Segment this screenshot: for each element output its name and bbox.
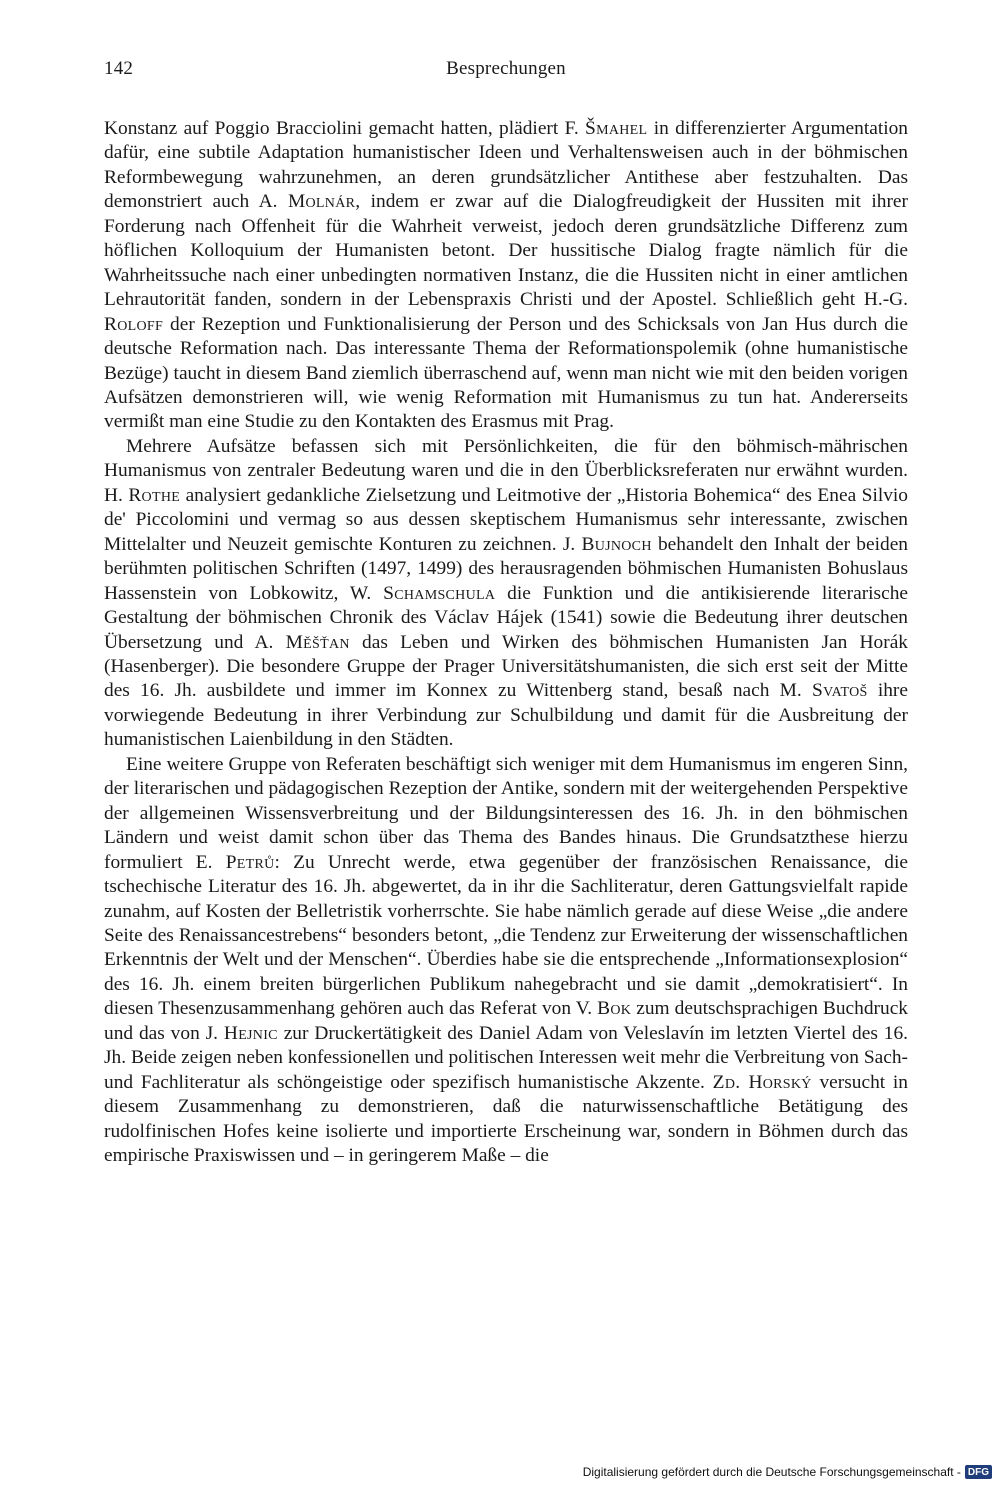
text-run: Mehrere Aufsätze befassen sich mit Persönlichkeiten, die für den böhmisch-mährischen Humanismus von zentraler Bedeutung waren und die in den Überblicksreferaten nur erwähnt wurden. H. [104,435,908,506]
author-name: Molnár [287,191,356,213]
text-run: behandelt den Inhalt der beiden berühmten politischen Schriften (1497, 1499) des herausragenden böhmischen Humanisten Bohuslaus Hassenstein von Lobkowitz, W. [104,533,908,604]
running-head: Besprechungen [446,58,566,79]
dfg-logo: DFG [965,1465,992,1479]
text-run: in differenzierter Argumentation dafür, eine subtile Adaptation humanistischer Ideen und Verhaltensweisen auch in der böhmischen Reformbewegung wahrzunehmen, an deren grundsätzlicher Antithese aber festzuhalten. Das demonstriert auch A. [104,118,908,213]
text-run: , indem er zwar auf die Dialogfreudigkeit der Hussiten mit ihrer Forderung nach Offenheit für die Wahrheit verweist, jedoch deren grundsätzliche Differenz zum höflichen Kolloquium der Humanisten betont. Der hussitische Dialog fragte nämlich für die Wahrheitssuche nach einer unbedingten normativen Instanz, die die Hussiten nicht in einer amtlichen Lehrautorität fanden, sondern in der Lebenspraxis Christi und der Apostel. Schließlich geht H.-G. [104,191,908,311]
text-run: : Zu Unrecht werde, etwa gegenüber der französischen Renaissance, die tschechische Literatur des 16. Jh. abgewertet, da in ihr die Sachliteratur, deren Gattungsvielfalt rapide zunahm, auf Kosten der Belletristik vorherrschte. Sie habe nämlich gerade auf diese Weise „die andere Seite des Renaissancestrebens“ besonders betont, „die Tendenz zur Erweiterung der wissenschaftlichen Erkenntnis der Welt und der Menschen“. Überdies habe sie die entsprechende „Informationsexplosion“ des 16. Jh. einem breiten bürgerlichen Publikum nahegebracht und sie damit „demokratisiert“. In diesen Thesenzusammenhang gehören auch das Referat von V. [104,851,908,1020]
text-run: ihre vorwiegende Bedeutung in ihrer Verbindung zur Schulbildung und damit für die Ausbreitung der humanistischen Laienbildung in den Städten. [104,680,908,751]
page-number: 142 [104,58,134,79]
text-run: analysiert gedankliche Zielsetzung und Leitmotive der „Historia Bohemica“ des Enea Silvio de' Piccolomini und vermag so aus dessen skeptischem Humanismus sehr interessante, zwischen Mittelalter und Neuzeit gemischte Konturen zu zeichnen. J. [104,484,908,555]
paragraph [104,117,908,435]
body-text [104,117,908,1168]
text-run: Eine weitere Gruppe von Referaten beschäftigt sich weniger mit dem Humanismus im engeren Sinn, der literarischen und pädagogischen Rezeption der Antike, sondern mit der weitergehenden Perspektive der allgemeinen Wissensverbreitung und der Bildungsinteressen des 16. Jh. in den böhmischen Ländern und weist damit schon über das Thema des Bandes hinaus. Die Grundsatzthese hierzu formuliert E. [104,753,908,873]
author-name: Schamschula [383,582,496,604]
author-name: Petrů [225,851,275,873]
author-name: Rothe [128,484,181,506]
text-run: zum deutschsprachigen Buchdruck und das von J. [104,998,909,1044]
author-name: Šmahel [585,118,648,139]
text-run: versucht in diesem Zusammenhang zu demonstrieren, daß die naturwissenschaftliche Betätigung des rudolfinischen Hofes keine isolierte und importierte Erscheinung war, sondern in Böhmen durch das empirische Praxiswissen und – in geringerem Maße – die [104,1071,909,1167]
author-name: Hejnic [223,1022,278,1044]
author-name: Roloff [104,313,164,335]
paragraph [104,435,908,753]
author-name: Bujnoch [581,533,652,555]
text-run: der Rezeption und Funktionalisierung der Person und des Schicksals von Jan Hus durch die deutsche Reformation nach. Das interessante Thema der Reformationspolemik (ohne humanistische Bezüge) taucht in diesem Band ziemlich überraschend auf, wenn man nicht wie mit den beiden vorigen Aufsätzen demonstrieren will, wie wenig Reformation mit Humanismus zu tun hat. Andererseits vermißt man eine Studie zu den Kontakten des Erasmus mit Prag. [104,313,908,433]
author-name: Bok [597,998,632,1020]
author-name: Měšťan [285,631,350,653]
text-run: zur Druckertätigkeit des Daniel Adam von Veleslavín im letzten Viertel des 16. Jh. Beide zeigen neben konfessionellen und politischen Interessen weit mehr die Verbreitung von Sach- und Fachliteratur als schöngeistige oder spezifisch humanistische Akzente. [104,1022,909,1093]
author-name: Zd. Horský [712,1071,812,1093]
text-run: Konstanz auf Poggio Bracciolini gemacht hatten, plädiert F. [104,118,586,139]
footer-credit: Digitalisierung gefördert durch die Deutsche Forschungsgemeinschaft - [582,1465,961,1479]
author-name: Svatoš [811,680,868,702]
text-run: die Funktion und die antikisierende literarische Gestaltung der böhmischen Chronik des Václav Hájek (1541) sowie die Bedeutung ihrer deutschen Übersetzung und A. [104,582,908,653]
paragraph [104,753,908,1169]
page-header [104,58,908,88]
text-run: das Leben und Wirken des böhmischen Humanisten Jan Horák (Hasenberger). Die besondere Gruppe der Prager Universitätshumanisten, die sich erst seit der Mitte des 16. Jh. ausbildete und immer im Konnex zu Wittenberg stand, besaß nach M. [104,631,909,702]
footer [583,1463,992,1481]
